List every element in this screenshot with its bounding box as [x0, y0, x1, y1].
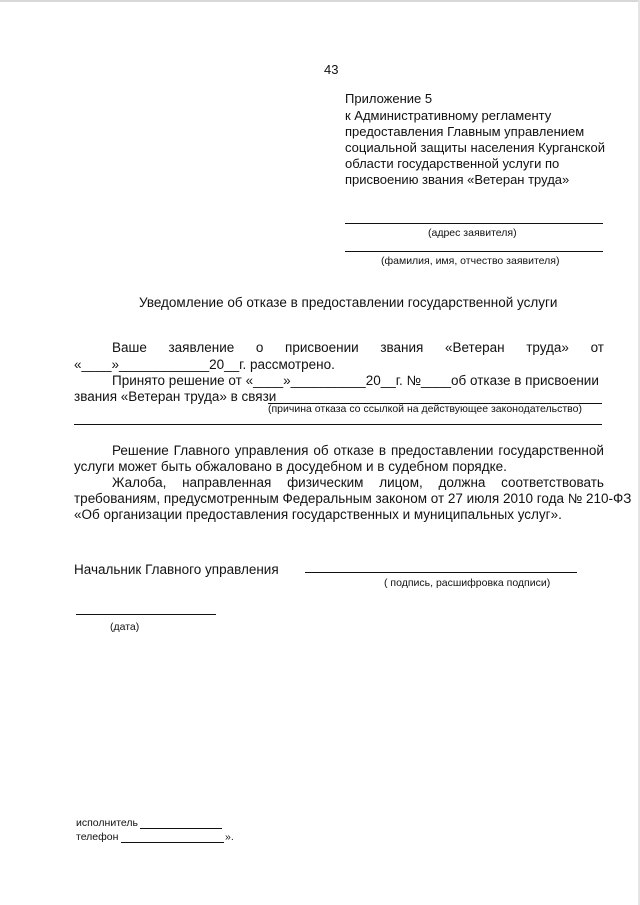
- executor-label: исполнитель: [76, 817, 138, 829]
- paragraph1-line3: Принято решение от «____»__________20__г. №____об отказе в присвоении: [112, 373, 599, 388]
- signature-line: [305, 572, 577, 573]
- word: управления: [234, 443, 309, 458]
- reason-continuation-line: [74, 424, 602, 425]
- phone-line: [121, 842, 224, 843]
- date-line: [76, 614, 216, 615]
- paragraph1-line4: звания «Ветеран труда» в связи: [74, 389, 277, 404]
- paragraph2-line1: [112, 444, 604, 458]
- word: направленная: [182, 475, 272, 490]
- signature-caption: ( подпись, расшифровка подписи): [384, 577, 551, 589]
- reason-caption: (причина отказа со ссылкой на действующее законодательство): [268, 403, 582, 415]
- word: Ваше: [112, 340, 147, 355]
- word: отказе: [333, 443, 374, 458]
- paragraph2-line3: [112, 476, 604, 490]
- word: об: [313, 443, 329, 458]
- applicant-name-line: [345, 251, 603, 252]
- word: Решение: [112, 443, 169, 458]
- appendix-line: социальной защиты населения Курганской: [345, 140, 605, 155]
- applicant-address-caption: (адрес заявителя): [428, 227, 517, 239]
- word: заявление: [168, 340, 235, 355]
- word: присвоении: [285, 340, 359, 355]
- word: должна: [438, 475, 486, 490]
- word: предоставлении: [390, 443, 494, 458]
- word: Жалоба,: [112, 475, 167, 490]
- paragraph2-line2: услуги может быть обжаловано в досудебном и в судебном порядке.: [74, 459, 507, 474]
- word: Главного: [173, 443, 230, 458]
- appendix-line: присвоению звания «Ветеран труда»: [345, 172, 570, 187]
- word: звания: [380, 340, 424, 355]
- appendix-line: Приложение 5: [345, 91, 433, 106]
- word: государственной: [498, 443, 604, 458]
- appendix-line: предоставления Главным управлением: [345, 124, 585, 139]
- word: труда»: [526, 340, 569, 355]
- word: о: [255, 340, 264, 355]
- document-title: Уведомление об отказе в предоставлении государственной услуги: [139, 295, 558, 310]
- paragraph1-line1: [112, 341, 604, 355]
- word: «Ветеран: [444, 340, 505, 355]
- scan-top-edge: [0, 0, 640, 2]
- word: физическим: [287, 475, 364, 490]
- executor-line: [140, 828, 222, 829]
- page-number: 43: [324, 62, 339, 77]
- word: лицом,: [379, 475, 423, 490]
- paragraph1-line2: «____»____________20__г. рассмотрено.: [74, 357, 335, 372]
- appendix-line: к Административному регламенту: [345, 108, 552, 123]
- word: в: [378, 443, 387, 458]
- appendix-line: области государственной услуги по: [345, 156, 560, 171]
- paragraph2-line5: «Об организации предоставления государственных и муниципальных услуг».: [74, 507, 562, 522]
- date-caption: (дата): [110, 621, 140, 633]
- phone-closing-quote: ».: [225, 831, 234, 843]
- word: соответствовать: [501, 475, 604, 490]
- word: от: [590, 340, 604, 355]
- signatory-position: Начальник Главного управления: [74, 562, 279, 577]
- applicant-address-line: [345, 223, 603, 224]
- phone-label: телефон: [76, 831, 119, 843]
- applicant-name-caption: (фамилия, имя, отчество заявителя): [381, 255, 560, 267]
- paragraph2-line4: требованиям, предусмотренным Федеральным законом от 27 июля 2010 года № 210-ФЗ: [74, 491, 632, 506]
